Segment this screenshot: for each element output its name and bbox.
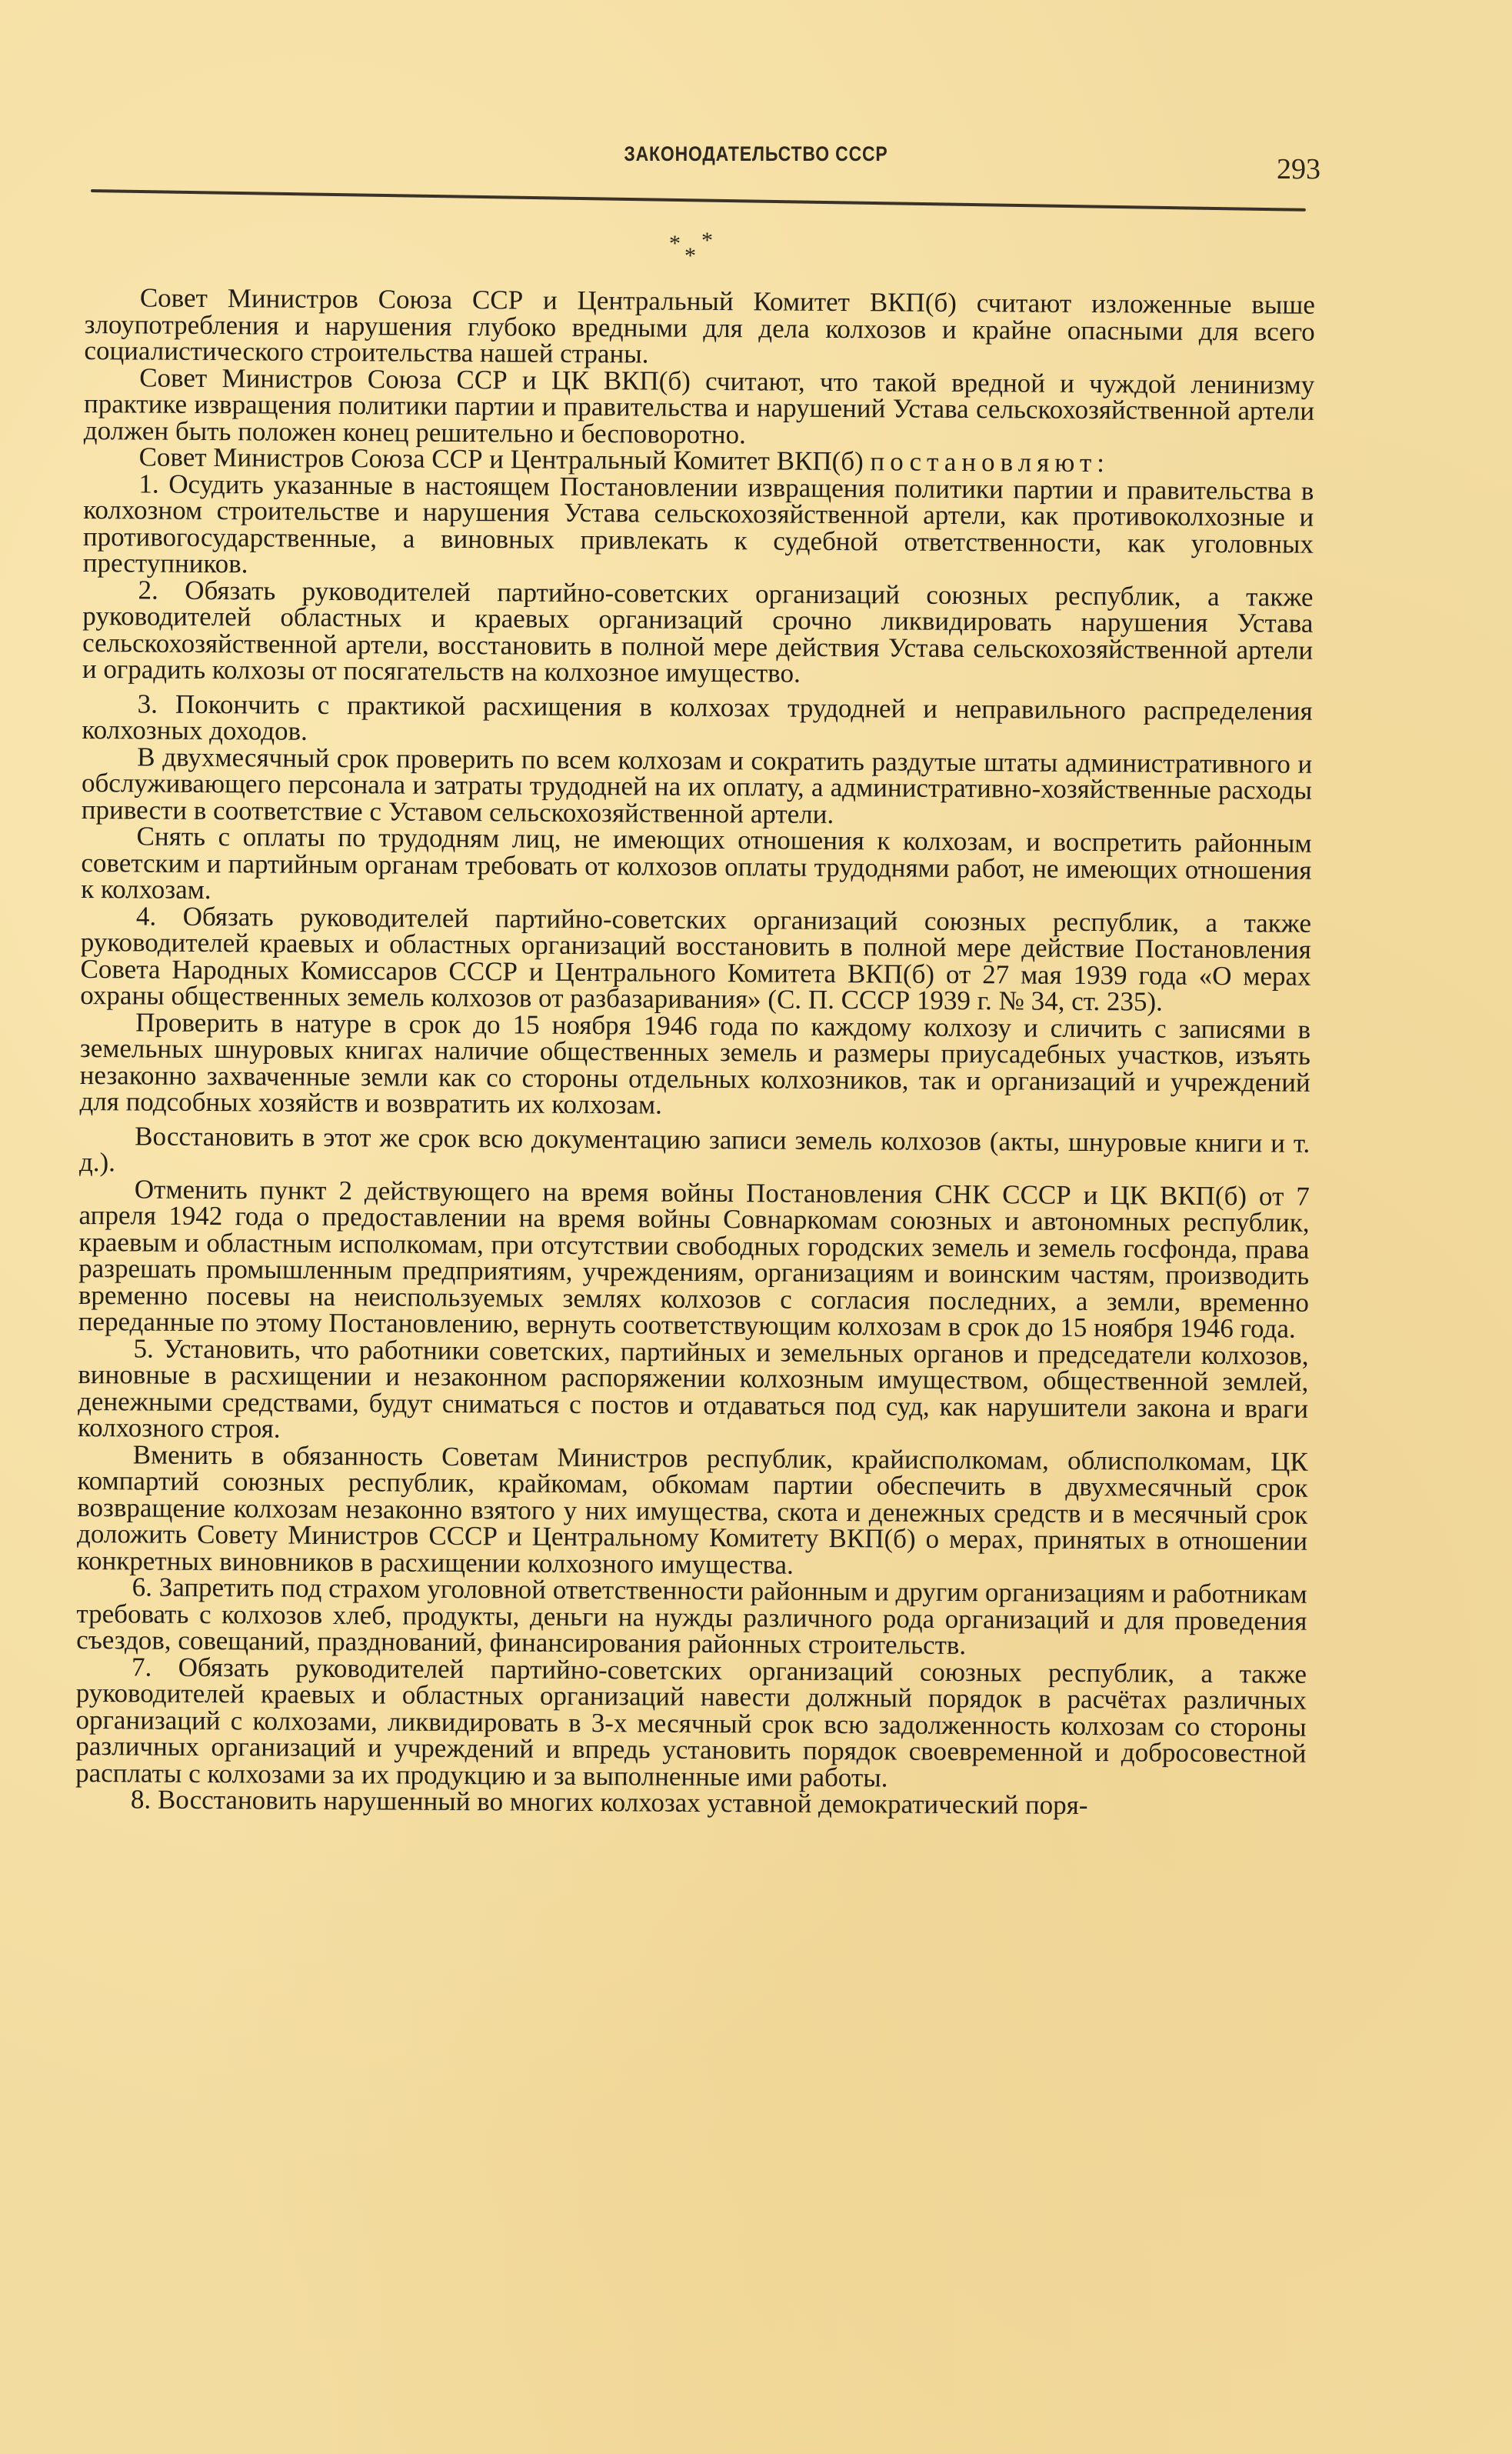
preamble-text: Совет Министров Союза ССР и Центральный Комитет ВКП(б) [138,442,871,477]
paragraph-item-8: 8. Восстановить нарушенный во многих колхозах уставной демократический поря- [130,1784,1088,1821]
asterisk-icon: * [701,228,713,253]
resolves-keyword: постановляют: [870,446,1111,478]
paragraph: Отменить пункт 2 действующего на время войны Постановления СНК СССР и ЦК ВКП(б) от 7 апреля 1942 года о предоставлении на время войны Совнаркомам союзных и автономных республик, краевым и областным исполкомам, при отсутствии свободных городских земель и земель госфонда, права разрешать промышленным предприятиям, учреждениям, организациям и воинским частям, производить временно посевы на неиспользуемых землях колхозов с согласия последних, а земли, временно переданные по этому Постановлению, вернуть соответствующим колхозам в срок до 15 ноября 1946 года. [78,1173,1310,1344]
asterisk-icon: * [669,231,681,256]
paragraph-item-6: 6. Запретить под страхом уголовной ответственности районным и другим организациям и работникам требовать с колхозов хлеб, продукты, деньги на нужды различного рода организаций и для проведения съездов, совещаний, празднований, финансирования районных строительств. [76,1572,1307,1661]
paragraph-item-2: 2. Обязать руководителей партийно-советских организаций союзных республик, а также руководителей областных и краевых организаций срочно ликвидировать нарушения Устава сельскохозяйственной артели, восстановить в полной мере действия Устава сельскохозяйственной артели и оградить колхозы от посягательств на колхозное имущество. [82,574,1314,689]
paragraph-item-4: 4. Обязать руководителей партийно-советских организаций союзных республик, а также руководителей краевых и областных организаций восстановить в полной мере действие Постановления Совета Народных Комиссаров СССР и Центрального Комитета ВКП(б) от 27 мая 1939 года «О мерах охраны общественных земель колхозов от разбазаривания» (С. П. СССР 1939 г. № 34, ст. 235). [80,900,1312,1017]
running-title: ЗАКОНОДАТЕЛЬСТВО СССР [624,142,888,165]
paragraph-item-5: 5. Установить, что работники советских, партийных и земельных органов и председатели колхозов, виновные в расхищении и незаконном распоряжении колхозным имуществом, общественной землей, денежными средствами, будут сниматься с постов и отдаваться под суд, как нарушители закона и враги колхозного строя. [77,1332,1309,1444]
paragraph: Снять с оплаты по трудодням лиц, не имеющих отношения к колхозам, и воспретить районным советским и партийным органам требовать от колхозов оплаты трудоднями работ, не имеющих отношения к колхозам. [81,821,1312,905]
paragraph: Вменить в обязанность Советам Министров республик, крайисполкомам, облисполкомам, ЦК компартий союзных республик, крайкомам, обкомам партии обеспечить в двухмесячный срок возвращение колхозам незаконно взятого у них имущества, скота и денежных средств и в месячный срок доложить Совету Министров СССР и Центральному Комитету ВКП(б) о мерах, принятых в отношении конкретных виновников в расхищении колхозного имущества. [76,1439,1308,1580]
paragraph: Восстановить в этот же срок всю документацию записи земель колхозов (акты, шнуровые книги и т. д.). [78,1120,1311,1178]
paragraph-item-1: 1. Осудить указанные в настоящем Постановлении извращения политики партии и правительства в колхозном строительстве и нарушения Устава сельскохозяйственной артели, как противоколхозные и противогосударственные, а виновных привлекать к судебной ответственности, как уголовных преступников. [82,468,1314,579]
paragraph: Проверить в натуре в срок до 15 ноября 1946 года по каждому колхозу и сличить с записями в земельных шнуровых книгах наличие общественных земель и размеры приусадебных участков, изъять незаконно захваченные земли как со стороны отдельных колхозников, так и организаций и учреждений для подсобных хозяйств и возвратить их колхозам. [79,1006,1311,1120]
paragraph-item-3: 3. Покончить с практикой расхищения в колхозах трудодней и неправильного распределения колхозных доходов. [82,688,1313,746]
paragraph: Совет Министров Союза ССР и ЦК ВКП(б) считают, что такой вредной и чуждой ленинизму практике извращения политики партии и правительства и нарушений Устава сельскохозяйственной артели должен быть положен конец решительно и бесповоротно. [83,362,1315,449]
asterisk-icon: * [684,243,696,268]
document-body [75,282,1315,1821]
section-separator-asterisks [661,228,754,277]
paragraph: В двухмесячный срок проверить по всем колхозам и сократить раздутые штаты административного и обслуживающего персонала и затраты трудодней на их оплату, а административно-хозяйственные расходы привести в соответствие с Уставом сельскохозяйственной артели. [81,741,1313,829]
header-rule [91,189,1306,212]
page-number: 293 [1277,153,1321,185]
paragraph-item-7: 7. Обязать руководителей партийно-советских организаций союзных республик, а также руководителей краевых и областных организаций навести должный порядок в расчётах различных организаций с колхозами, ликвидировать в 3-х месячный срок всю задолженность колхозам со стороны различных организаций и учреждений и впредь установить порядок своевременной и добросовестной расплаты с колхозами за их продукцию и за выполненные ими работы. [75,1651,1307,1792]
paragraph: Совет Министров Союза ССР и Центральный Комитет ВКП(б) считают изложенные выше злоупотребления и нарушения глубоко вредными для дела колхозов и крайне опасными для всего социалистического строительства нашей страны. [84,282,1315,369]
